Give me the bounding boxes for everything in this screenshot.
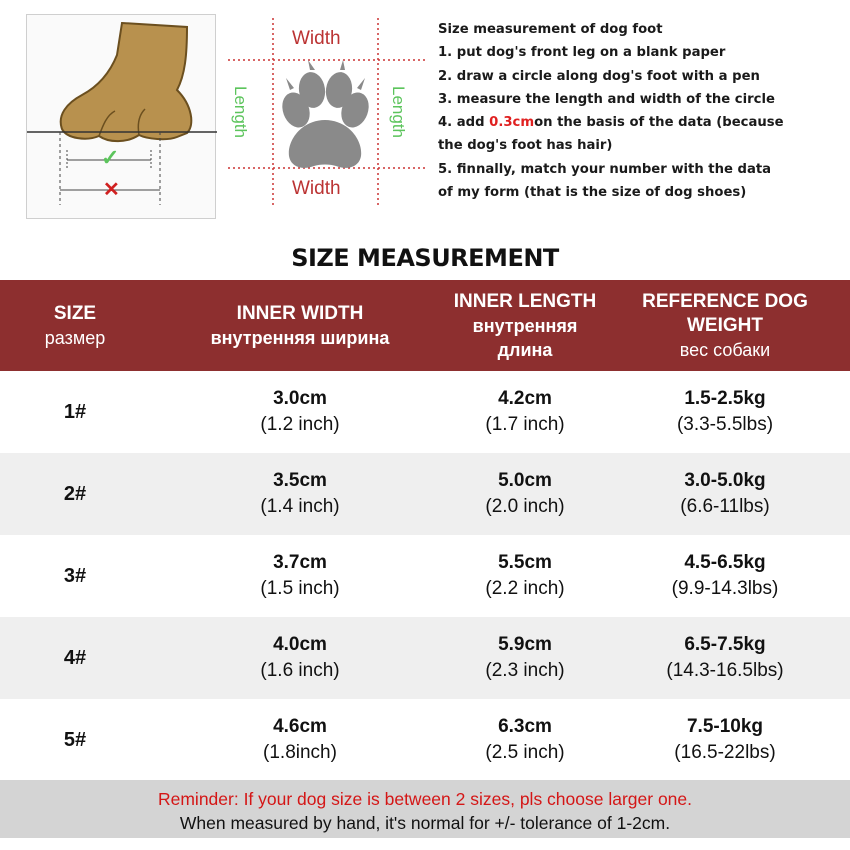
length-cell	[450, 535, 600, 617]
weight-kg: 6.5-7.5kg	[684, 634, 766, 655]
size-value: 4#	[63, 647, 87, 669]
step4-suffix: on the basis of the data (because	[534, 115, 784, 131]
weight-kg: 3.0-5.0kg	[684, 470, 766, 491]
table-row	[0, 535, 850, 617]
size-table	[0, 280, 850, 781]
header-width-ru: внутренняя ширина	[210, 327, 390, 348]
width-cell	[150, 699, 450, 781]
header-weight-ru: вес собаки	[679, 339, 771, 360]
foot-measure-illustration	[26, 14, 216, 219]
reminder-bar	[0, 780, 850, 838]
tolerance-text: When measured by hand, it's normal for +/- tolerance of 1-2cm.	[179, 813, 671, 833]
width-inch: (1.6 inch)	[260, 660, 340, 681]
width-inch: (1.2 inch)	[260, 414, 340, 435]
length-cm: 4.2cm	[498, 388, 552, 409]
cross-icon: ✕	[103, 179, 120, 201]
table-row	[0, 699, 850, 781]
header-size	[0, 280, 150, 371]
instructions-title: Size measurement of dog foot	[438, 22, 663, 37]
table-row	[0, 371, 850, 453]
length-cm: 5.0cm	[498, 470, 552, 491]
weight-lbs: (6.6-11lbs)	[680, 496, 770, 517]
width-cell	[150, 617, 450, 699]
size-value: 5#	[63, 729, 87, 751]
weight-cell	[600, 617, 850, 699]
length-inch: (2.3 inch)	[485, 660, 565, 681]
length-cell	[450, 453, 600, 535]
instruction-step-4	[438, 111, 843, 134]
width-inch: (1.5 inch)	[260, 578, 340, 599]
length-cell	[450, 371, 600, 453]
weight-lbs: (14.3-16.5lbs)	[666, 660, 784, 681]
illustration-area	[0, 0, 850, 232]
weight-cell	[600, 371, 850, 453]
instruction-step-2: 2. draw a circle along dog's foot with a pen	[438, 68, 760, 84]
header-inner-length	[450, 280, 600, 371]
length-label-left: Length	[231, 86, 250, 138]
width-cm: 3.5cm	[273, 470, 327, 491]
size-value: 1#	[63, 401, 87, 423]
instruction-step-3: 3. measure the length and width of the circle	[438, 91, 775, 107]
width-label-bottom: Width	[292, 178, 341, 199]
weight-cell	[600, 535, 850, 617]
instruction-step-5: 5. finnally, match your number with the data	[438, 161, 772, 177]
length-label-right: Length	[389, 86, 408, 138]
width-cm: 3.0cm	[273, 388, 327, 409]
weight-kg: 7.5-10kg	[686, 716, 764, 737]
header-length-en: INNER LENGTH	[453, 290, 597, 312]
length-cm: 6.3cm	[498, 716, 552, 737]
width-cell	[150, 535, 450, 617]
step4-prefix: 4. add	[438, 115, 490, 131]
size-value: 3#	[63, 565, 87, 587]
weight-kg: 4.5-6.5kg	[684, 552, 766, 573]
length-cell	[450, 699, 600, 781]
measurement-instructions	[438, 18, 843, 204]
instruction-step-4-cont: the dog's foot has hair)	[438, 138, 613, 154]
instruction-step-5-cont: of my form (that is the size of dog shoes)	[438, 185, 747, 201]
instruction-step-1: 1. put dog's front leg on a blank paper	[438, 45, 726, 61]
weight-kg: 1.5-2.5kg	[684, 388, 766, 409]
size-value: 2#	[63, 483, 87, 505]
size-cell	[0, 617, 150, 699]
width-cm: 3.7cm	[273, 552, 327, 573]
table-row	[0, 617, 850, 699]
width-inch: (1.4 inch)	[260, 496, 340, 517]
header-width-en: INNER WIDTH	[236, 302, 364, 324]
size-cell	[0, 453, 150, 535]
reminder-text: Reminder: If your dog size is between 2 sizes, pls choose larger one.	[157, 789, 693, 809]
length-cell	[450, 617, 600, 699]
width-label-top: Width	[292, 28, 341, 49]
size-cell	[0, 535, 150, 617]
header-size-ru: размер	[44, 327, 106, 348]
table-row	[0, 453, 850, 535]
header-weight-en: REFERENCE DOG WEIGHT	[642, 290, 808, 336]
weight-lbs: (3.3-5.5lbs)	[676, 414, 774, 435]
size-cell	[0, 699, 150, 781]
table-header	[0, 280, 850, 371]
weight-lbs: (16.5-22lbs)	[674, 742, 776, 763]
step4-highlight: 0.3cm	[489, 115, 535, 131]
dog-foot-icon	[27, 15, 217, 220]
weight-lbs: (9.9-14.3lbs)	[671, 578, 779, 599]
header-weight	[600, 280, 850, 371]
header-size-en: SIZE	[53, 302, 97, 324]
length-cm: 5.9cm	[498, 634, 552, 655]
check-icon: ✓	[101, 145, 120, 170]
paw-print-diagram	[228, 18, 428, 208]
width-cm: 4.0cm	[273, 634, 327, 655]
header-length-ru: внутренняя длина	[472, 315, 578, 360]
width-cm: 4.6cm	[273, 716, 327, 737]
width-cell	[150, 453, 450, 535]
length-inch: (2.0 inch)	[485, 496, 565, 517]
size-cell	[0, 371, 150, 453]
header-inner-width	[150, 280, 450, 371]
width-cell	[150, 371, 450, 453]
length-cm: 5.5cm	[498, 552, 552, 573]
width-inch: (1.8inch)	[263, 742, 337, 763]
length-inch: (2.5 inch)	[485, 742, 565, 763]
weight-cell	[600, 699, 850, 781]
length-inch: (2.2 inch)	[485, 578, 565, 599]
page-title: SIZE MEASUREMENT	[291, 244, 559, 272]
weight-cell	[600, 453, 850, 535]
length-inch: (1.7 inch)	[485, 414, 565, 435]
